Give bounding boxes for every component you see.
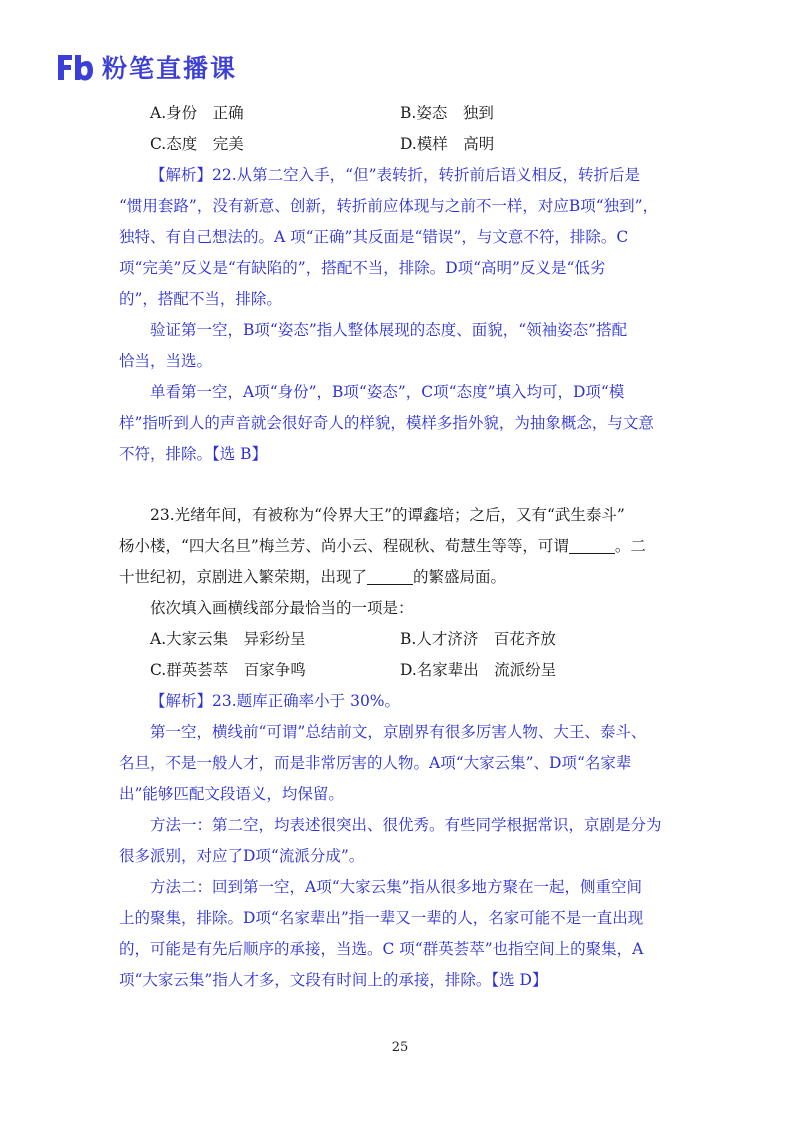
answer-blank-1 xyxy=(569,537,615,554)
q23-stem-text: 的繁盛局面。 xyxy=(413,568,507,586)
q23-first-blank-line: 第一空，横线前“可谓”总结前文，京剧界有很多厉害人物、大王、泰斗、 xyxy=(150,723,647,741)
q23-option-b: B.人才济济 百花齐放 xyxy=(400,630,556,648)
q22-verify-line: 恰当，当选。 xyxy=(119,352,213,370)
q23-stem-line-1: 23.光绪年间，有被称为“伶界大王”的谭鑫培；之后，又有“武生泰斗” xyxy=(150,506,625,524)
q23-prompt: 依次填入画横线部分最恰当的一项是： xyxy=(150,599,414,617)
q23-stem-line-2 xyxy=(119,531,689,562)
brand-logo xyxy=(56,50,237,84)
q22-single-line: 不符，排除。【选 B】 xyxy=(119,445,268,463)
q22-analysis-line: 独特、有自己想法的。A 项“正确”其反面是“错误”，与文意不符，排除。C xyxy=(119,228,629,246)
q23-option-row-1 xyxy=(119,624,689,655)
q23-method2-line: 上的聚集，排除。D项“名家辈出”指一辈又一辈的人，名家可能不是一直出现 xyxy=(119,909,644,927)
q22-analysis-line: 项“完美”反义是“有缺陷的”，搭配不当，排除。D项“高明”反义是“低劣 xyxy=(119,259,606,277)
q23-stem-line-3 xyxy=(119,562,689,593)
q22-option-d: D.模样 高明 xyxy=(400,135,495,153)
q22-option-row-2 xyxy=(119,129,689,160)
page-number: 25 xyxy=(391,1040,409,1055)
page-content xyxy=(119,98,689,996)
q22-verify-line: 验证第一空，B项“姿态”指人整体展现的态度、面貌，“领袖姿态”搭配 xyxy=(150,321,628,339)
q23-option-d: D.名家辈出 流派纷呈 xyxy=(400,661,557,679)
q23-stem-text: 。二 xyxy=(614,537,646,555)
q23-method1-line: 方法一：第二空，均表述很突出、很优秀。有些同学根据常识，京剧是分为 xyxy=(150,816,662,834)
q23-analysis-head: 【解析】23.题库正确率小于 30%。 xyxy=(150,692,401,710)
q22-single-line: 单看第一空，A项“身份”，B项“姿态”，C项“态度”填入均可，D项“模 xyxy=(150,383,625,401)
q23-option-row-2 xyxy=(119,655,689,686)
fb-logo-icon xyxy=(56,52,94,82)
q23-option-a: A.大家云集 异彩纷呈 xyxy=(150,630,306,648)
q23-stem-text: 十世纪初，京剧进入繁荣期，出现了 xyxy=(119,568,368,586)
q23-method1-line: 很多派别，对应了D项“流派分成”。 xyxy=(119,847,365,865)
q22-option-b: B.姿态 独到 xyxy=(400,104,494,122)
q22-analysis-line: 的”，搭配不当，排除。 xyxy=(119,290,282,308)
q22-single-line: 样”指听到人的声音就会很好奇人的样貌，模样多指外貌，为抽象概念，与文意 xyxy=(119,414,654,432)
q23-stem-text: 杨小楼，“四大名旦”梅兰芳、尚小云、程砚秋、荀慧生等等，可谓 xyxy=(119,537,569,555)
q23-first-blank-line: 出”能够匹配文段语义，均保留。 xyxy=(119,785,344,803)
q22-analysis-line: “惯用套路”，没有新意、创新，转折前应体现与之前不一样，对应B项“独到”， xyxy=(119,197,659,215)
q22-option-c: C.态度 完美 xyxy=(150,135,244,153)
q22-analysis-line: 【解析】22.从第二空入手，“但”表转折，转折前后语义相反，转折后是 xyxy=(150,166,641,184)
answer-blank-2 xyxy=(367,568,413,585)
q23-option-c: C.群英荟萃 百家争鸣 xyxy=(150,661,306,679)
q23-method2-line: 项“大家云集”指人才多，文段有时间上的承接，排除。【选 D】 xyxy=(119,971,548,989)
q22-option-row-1 xyxy=(119,98,689,129)
q22-option-a: A.身份 正确 xyxy=(150,104,244,122)
brand-name: 粉笔直播课 xyxy=(102,54,238,83)
q23-method2-line: 方法二：回到第一空，A项“大家云集”指从很多地方聚在一起，侧重空间 xyxy=(150,878,643,896)
q23-first-blank-line: 名旦，不是一般人才，而是非常厉害的人物。A项“大家云集”、D项“名家辈 xyxy=(119,754,632,772)
q23-method2-line: 的，可能是有先后顺序的承接，当选。C 项“群英荟萃”也指空间上的聚集，A xyxy=(119,940,644,958)
